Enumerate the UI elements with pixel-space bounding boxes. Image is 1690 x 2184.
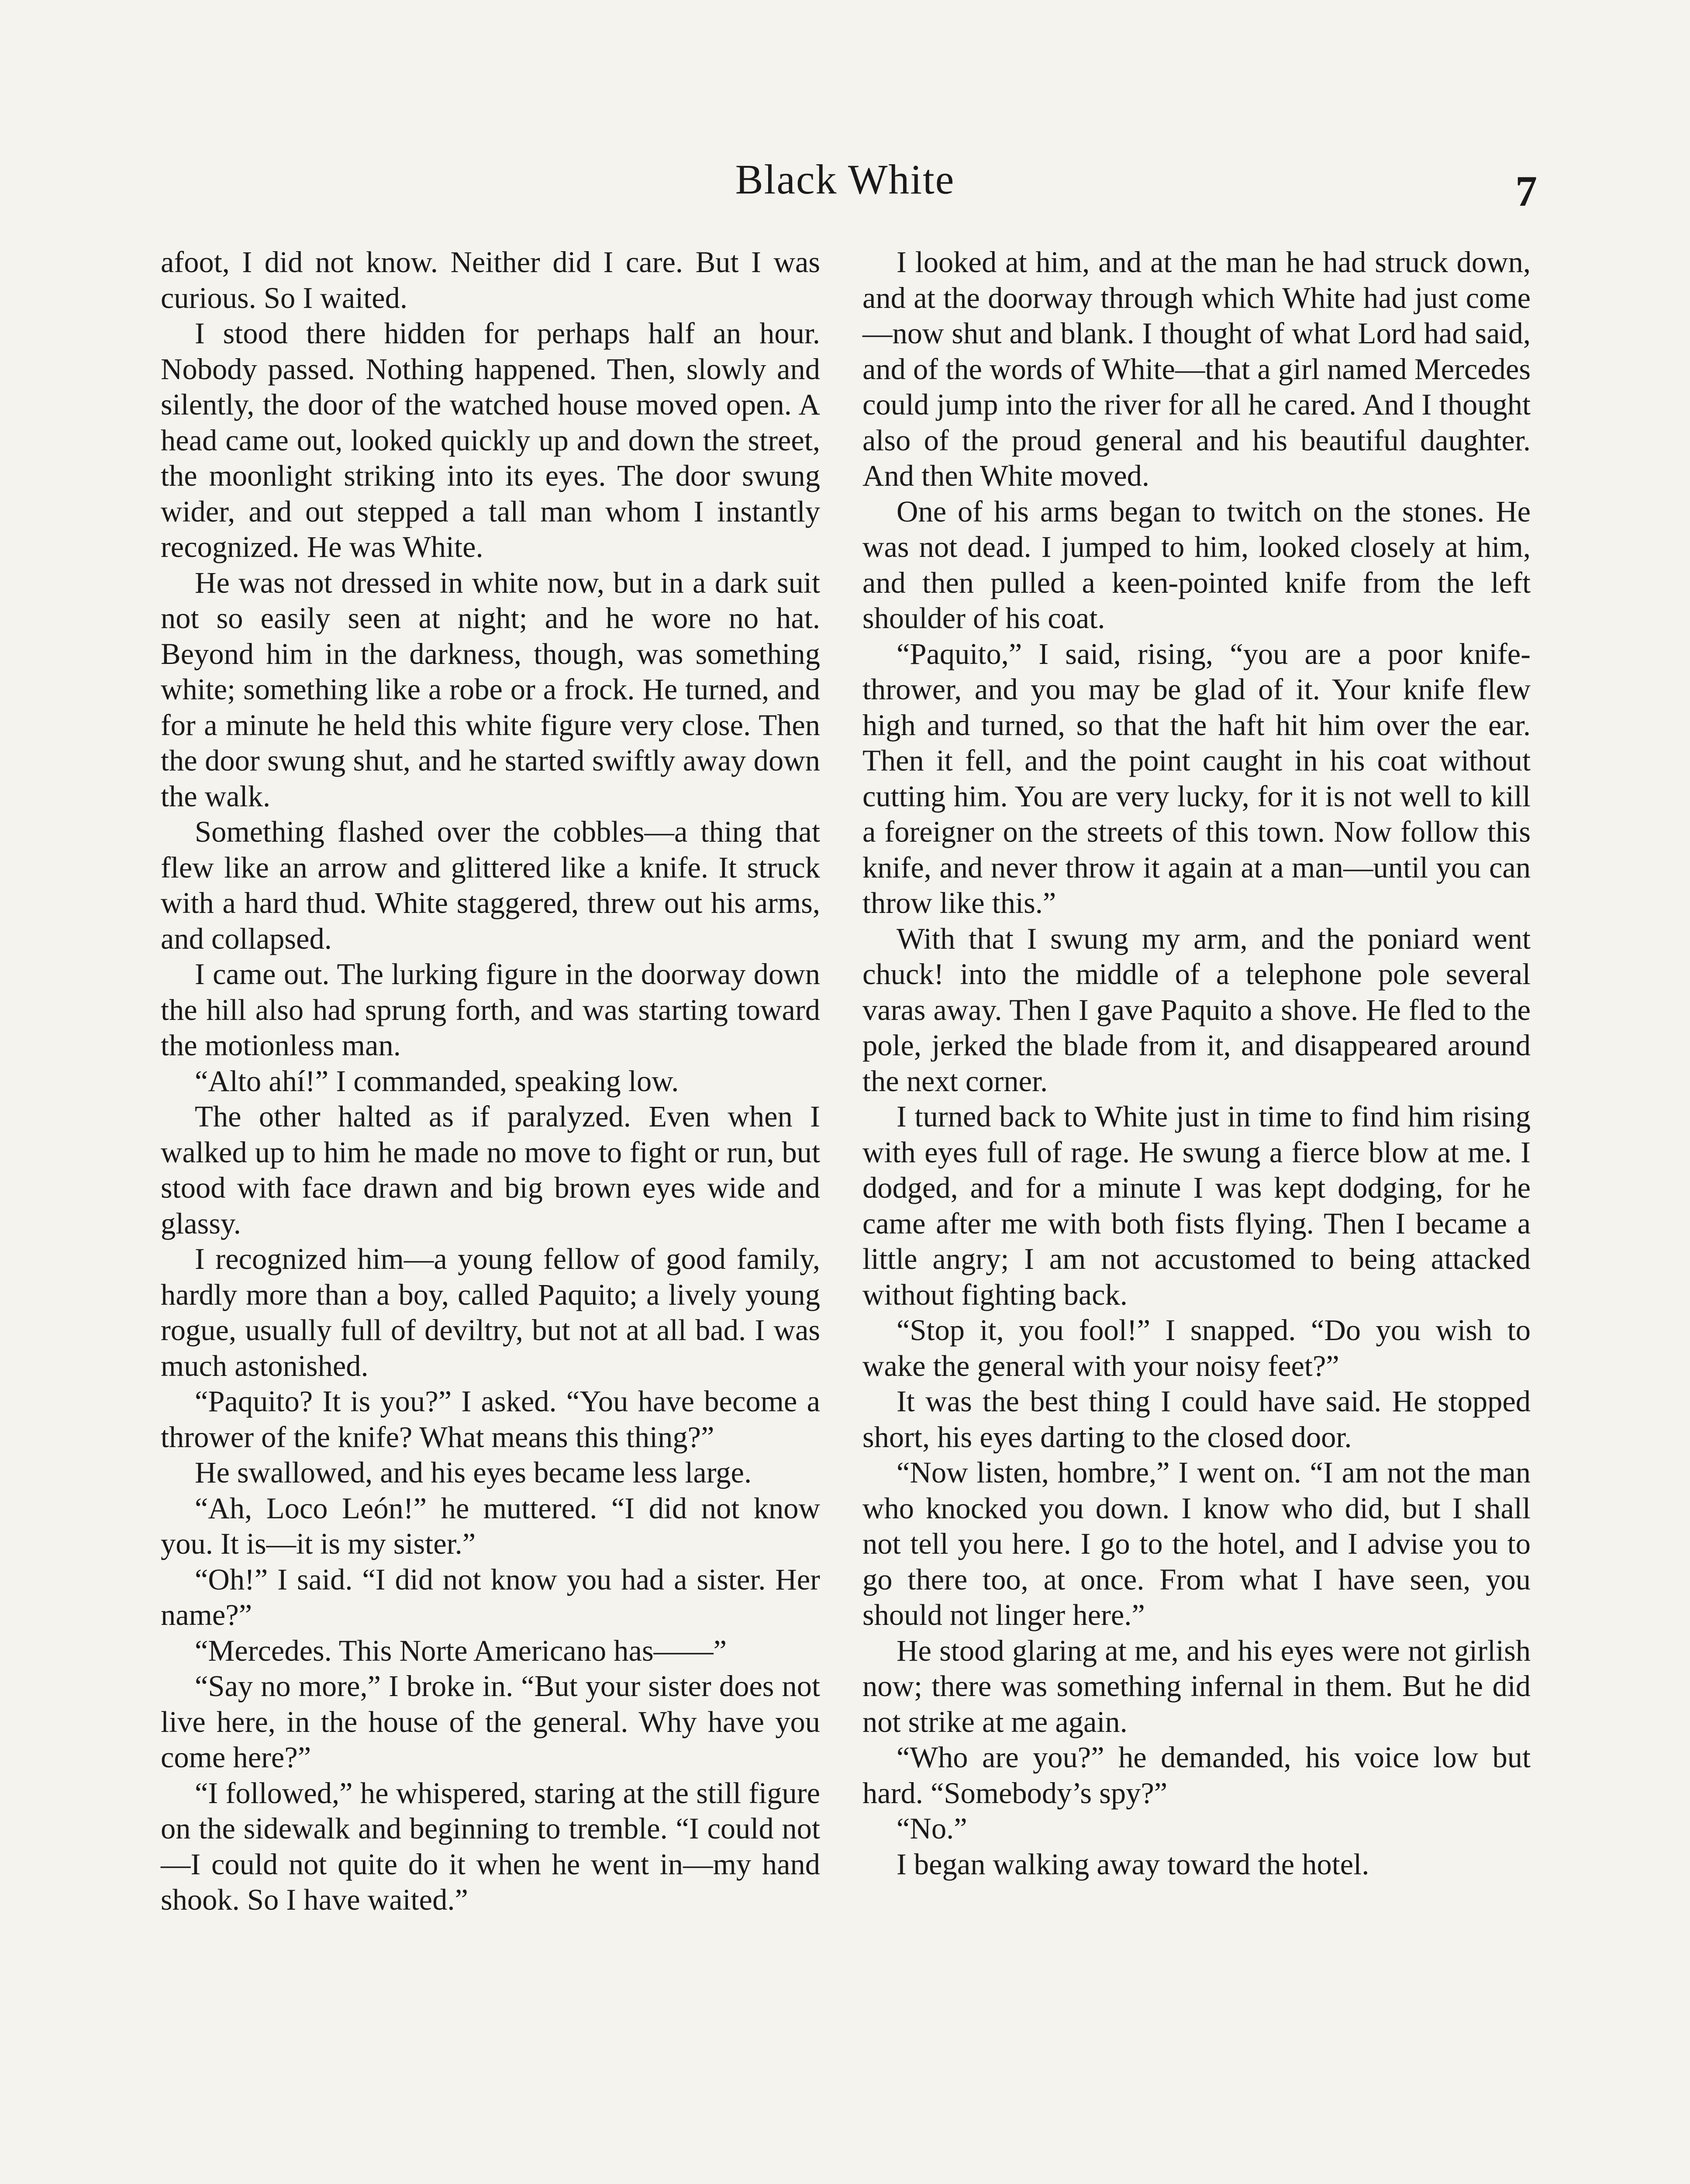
paragraph: afoot, I did not know. Neither did I care. But I was curious. So I waited. — [161, 245, 820, 314]
paragraph: I began walking away toward the hotel. — [897, 1847, 1369, 1881]
page-number: 7 — [1515, 167, 1537, 215]
paragraph: “Stop it, you fool!” I snapped. “Do you wish to wake the general with your noisy feet?” — [862, 1313, 1531, 1382]
paragraph: “Paquito? It is you?” I asked. “You have become a thrower of the knife? What means this thing?” — [161, 1385, 820, 1454]
right-column — [862, 245, 1531, 1882]
paragraph: I came out. The lurking figure in the doorway down the hill also had sprung forth, and was starting toward the motionless man. — [161, 957, 820, 1062]
paragraph: One of his arms began to twitch on the stones. He was not dead. I jumped to him, looked closely at him, and then pulled a keen-pointed knife from the left shoulder of his coat. — [862, 494, 1531, 635]
paragraph: I looked at him, and at the man he had struck down, and at the doorway through which White had just come—now shut and blank. I thought of what Lord had said, and of the words of White—that a girl named Mercedes could jump into the river for all he cared. And I thought also of the proud general and his beautiful daughter. And then White moved. — [862, 245, 1531, 492]
paragraph: “Paquito,” I said, rising, “you are a poor knife-thrower, and you may be glad of it. Your knife flew high and turned, so that the haft hit him over the ear. Then it fell, and the point caught in his coat without cutting him. You are very lucky, for it is not well to kill a foreigner on the streets of this town. Now follow this knife, and never throw it again at a man—until you can throw like this.” — [862, 637, 1531, 919]
paragraph: “Now listen, hombre,” I went on. “I am not the man who knocked you down. I know who did, but I shall not tell you here. I go to the hotel, and I advise you to go there too, at once. From what I have seen, you should not linger here.” — [862, 1456, 1531, 1631]
paragraph: “I followed,” he whispered, staring at the still figure on the sidewalk and beginning to tremble. “I could not—I could not quite do it when he went in—my hand shook. So I have waited.” — [161, 1776, 820, 1916]
paragraph: He was not dressed in white now, but in a dark suit not so easily seen at night; and he wore no hat. Beyond him in the darkness, though, was something white; something like a robe or a frock. He turned, and for a minute he held this white figure very close. Then the door swung shut, and he started swiftly away down the walk. — [161, 566, 820, 813]
paragraph: “Who are you?” he demanded, his voice low but hard. “Somebody’s spy?” — [862, 1741, 1531, 1810]
paragraph: I recognized him—a young fellow of good family, hardly more than a boy, called Paquito; a lively young rogue, usually full of deviltry, but not at all bad. I was much astonished. — [161, 1242, 820, 1382]
paragraph: I turned back to White just in time to find him rising with eyes full of rage. He swung a fierce blow at me. I dodged, and for a minute I was kept dodging, for he came after me with both fists flying. Then I became a little angry; I am not accustomed to being attacked without fighting back. — [862, 1100, 1531, 1311]
paragraph: He swallowed, and his eyes became less large. — [195, 1456, 752, 1489]
paragraph: With that I swung my arm, and the poniard went chuck! into the middle of a telephone pole several varas away. Then I gave Paquito a shove. He fled to the pole, jerked the blade from it, and disappeared around the next corner. — [862, 922, 1531, 1098]
paragraph: It was the best thing I could have said. He stopped short, his eyes darting to the closed door. — [862, 1385, 1531, 1454]
paragraph: “Alto ahí!” I commanded, speaking low. — [195, 1064, 679, 1098]
paragraph: “Ah, Loco León!” he muttered. “I did not know you. It is—it is my sister.” — [161, 1491, 820, 1560]
paragraph: “Oh!” I said. “I did not know you had a sister. Her name?” — [161, 1562, 820, 1631]
paragraph: He stood glaring at me, and his eyes were not girlish now; there was something infernal in them. But he did not strike at me again. — [862, 1634, 1531, 1738]
paragraph: The other halted as if paralyzed. Even when I walked up to him he made no move to fight or run, but stood with face drawn and big brown eyes wide and glassy. — [161, 1100, 820, 1240]
paragraph: I stood there hidden for perhaps half an hour. Nobody passed. Nothing happened. Then, slowly and silently, the door of the watched house moved open. A head came out, looked quickly up and down the street, the moonlight striking into its eyes. The door swung wider, and out stepped a tall man whom I instantly recognized. He was White. — [161, 317, 820, 563]
paragraph: “Say no more,” I broke in. “But your sister does not live here, in the house of the general. Why have you come here?” — [161, 1669, 820, 1774]
paragraph: Something flashed over the cobbles—a thing that flew like an arrow and glittered like a knife. It struck with a hard thud. White staggered, threw out his arms, and collapsed. — [161, 815, 820, 955]
running-head-title: Black White — [735, 156, 955, 203]
paragraph: “Mercedes. This Norte Americano has——” — [195, 1634, 727, 1667]
left-column — [161, 245, 820, 1918]
paragraph: “No.” — [897, 1812, 967, 1845]
